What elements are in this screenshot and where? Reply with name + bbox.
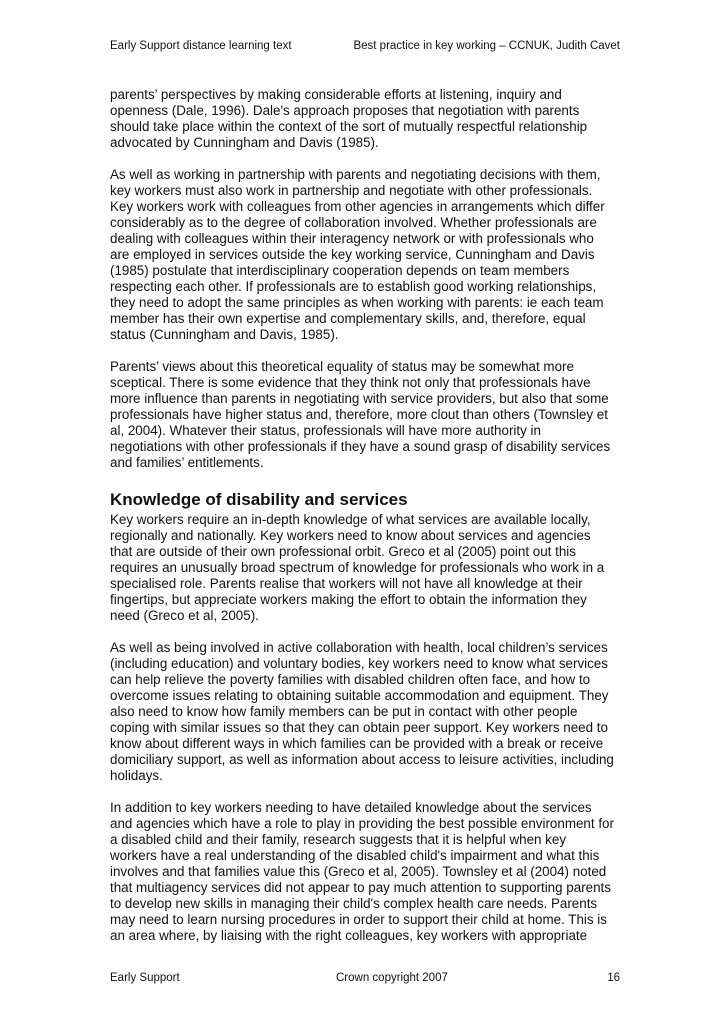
paragraph — [110, 800, 622, 944]
text-line: fingertips, but appreciate workers making the effort to obtain the information they — [110, 592, 587, 607]
page-body — [110, 87, 622, 960]
footer-left-text: Early Support — [110, 972, 180, 984]
text-line: regionally and nationally. Key workers need to know about services and agencies — [110, 528, 591, 543]
text-line: holidays. — [110, 768, 163, 783]
text-line: dealing with colleagues within their interagency network or with professionals who — [110, 231, 594, 246]
section-heading: Knowledge of disability and services — [110, 490, 408, 509]
header-right-text: Best practice in key working – CCNUK, Judith Cavet — [353, 40, 620, 52]
text-line: advocated by Cunningham and Davis (1985). — [110, 135, 379, 150]
paragraph — [110, 167, 622, 343]
text-line: negotiations with other professionals if they have a sound grasp of disability services — [110, 439, 611, 454]
text-line: status (Cunningham and Davis, 1985). — [110, 327, 339, 342]
text-line: professionals have higher status and, therefore, more clout than others (Townsley et — [110, 407, 608, 422]
text-line: requires an unusually broad spectrum of knowledge for professionals who work in a — [110, 560, 605, 575]
text-line: know about different ways in which families can be provided with a break or receive — [110, 736, 604, 751]
text-line: Key workers work with colleagues from other agencies in arrangements which differ — [110, 199, 605, 214]
text-line: that multiagency services did not appear to pay much attention to supporting parents — [110, 880, 611, 895]
text-line: As well as working in partnership with parents and negotiating decisions with them, — [110, 167, 601, 182]
page-number: 16 — [607, 972, 620, 984]
text-line: sceptical. There is some evidence that they think not only that professionals have — [110, 375, 591, 390]
page-header — [110, 40, 620, 58]
text-line: member has their own expertise and complementary skills, and, therefore, equal — [110, 311, 586, 326]
text-line: considerably as to the degree of collaboration involved. Whether professionals are — [110, 215, 597, 230]
paragraph-group-knowledge — [110, 512, 622, 944]
text-line: Key workers require an in-depth knowledge of what services are available locally, — [110, 512, 591, 527]
text-line: Parents’ views about this theoretical equality of status may be somewhat more — [110, 359, 574, 374]
text-line: a disabled child and their family, research suggests that it is helpful when key — [110, 832, 567, 847]
text-line: As well as being involved in active collaboration with health, local children’s services — [110, 640, 608, 655]
paragraph — [110, 87, 622, 151]
text-line: al, 2004). Whatever their status, professionals will have more authority in — [110, 423, 541, 438]
text-line: respecting each other. If professionals are to establish good working relationships, — [110, 279, 597, 294]
text-line: can help relieve the poverty families with disabled children often face, and how to — [110, 672, 591, 687]
text-line: coping with similar issues so that they can obtain peer support. Key workers need to — [110, 720, 608, 735]
text-line: openness (Dale, 1996). Dale's approach proposes that negotiation with parents — [110, 103, 580, 118]
text-line: (including education) and voluntary bodies, key workers need to know what services — [110, 656, 608, 671]
paragraph — [110, 359, 622, 471]
text-line: to develop new skills in managing their child's complex health care needs. Parents — [110, 896, 598, 911]
text-line: an area where, by liaising with the right colleagues, key workers with appropriate — [110, 928, 588, 943]
text-line: specialised role. Parents realise that workers will not have all knowledge at their — [110, 576, 583, 591]
text-line: need (Greco et al, 2005). — [110, 608, 259, 623]
paragraph — [110, 512, 622, 624]
footer-copyright: Crown copyright 2007 — [336, 972, 448, 984]
text-line: more influence than parents in negotiating with service providers, but also that some — [110, 391, 609, 406]
text-line: and agencies which have a role to play in providing the best possible environment for — [110, 816, 614, 831]
text-line: parents’ perspectives by making considerable efforts at listening, inquiry and — [110, 87, 562, 102]
paragraph-group-intro — [110, 87, 622, 471]
text-line: may need to learn nursing procedures in order to support their child at home. This is — [110, 912, 607, 927]
page-footer — [110, 972, 620, 990]
text-line: should take place within the context of the sort of mutually respectful relationship — [110, 119, 588, 134]
text-line: involves and that families value this (Greco et al, 2005). Townsley et al (2004) noted — [110, 864, 607, 879]
text-line: workers have a real understanding of the disabled child's impairment and what this — [110, 848, 600, 863]
text-line: key workers must also work in partnership and negotiate with other professionals. — [110, 183, 593, 198]
text-line: that are outside of their own professional orbit. Greco et al (2005) point out this — [110, 544, 576, 559]
header-left-text: Early Support distance learning text — [110, 40, 292, 52]
text-line: (1985) postulate that interdisciplinary cooperation depends on team members — [110, 263, 570, 278]
text-line: In addition to key workers needing to have detailed knowledge about the services — [110, 800, 592, 815]
paragraph — [110, 640, 622, 784]
text-line: also need to know how family members can be put in contact with other people — [110, 704, 578, 719]
text-line: and families’ entitlements. — [110, 455, 264, 470]
text-line: domiciliary support, as well as information about access to leisure activities, including — [110, 752, 614, 767]
text-line: overcome issues relating to obtaining suitable accommodation and equipment. They — [110, 688, 609, 703]
text-line: are employed in services outside the key working service, Cunningham and Davis — [110, 247, 595, 262]
text-line: they need to adopt the same principles as when working with parents: ie each team — [110, 295, 604, 310]
